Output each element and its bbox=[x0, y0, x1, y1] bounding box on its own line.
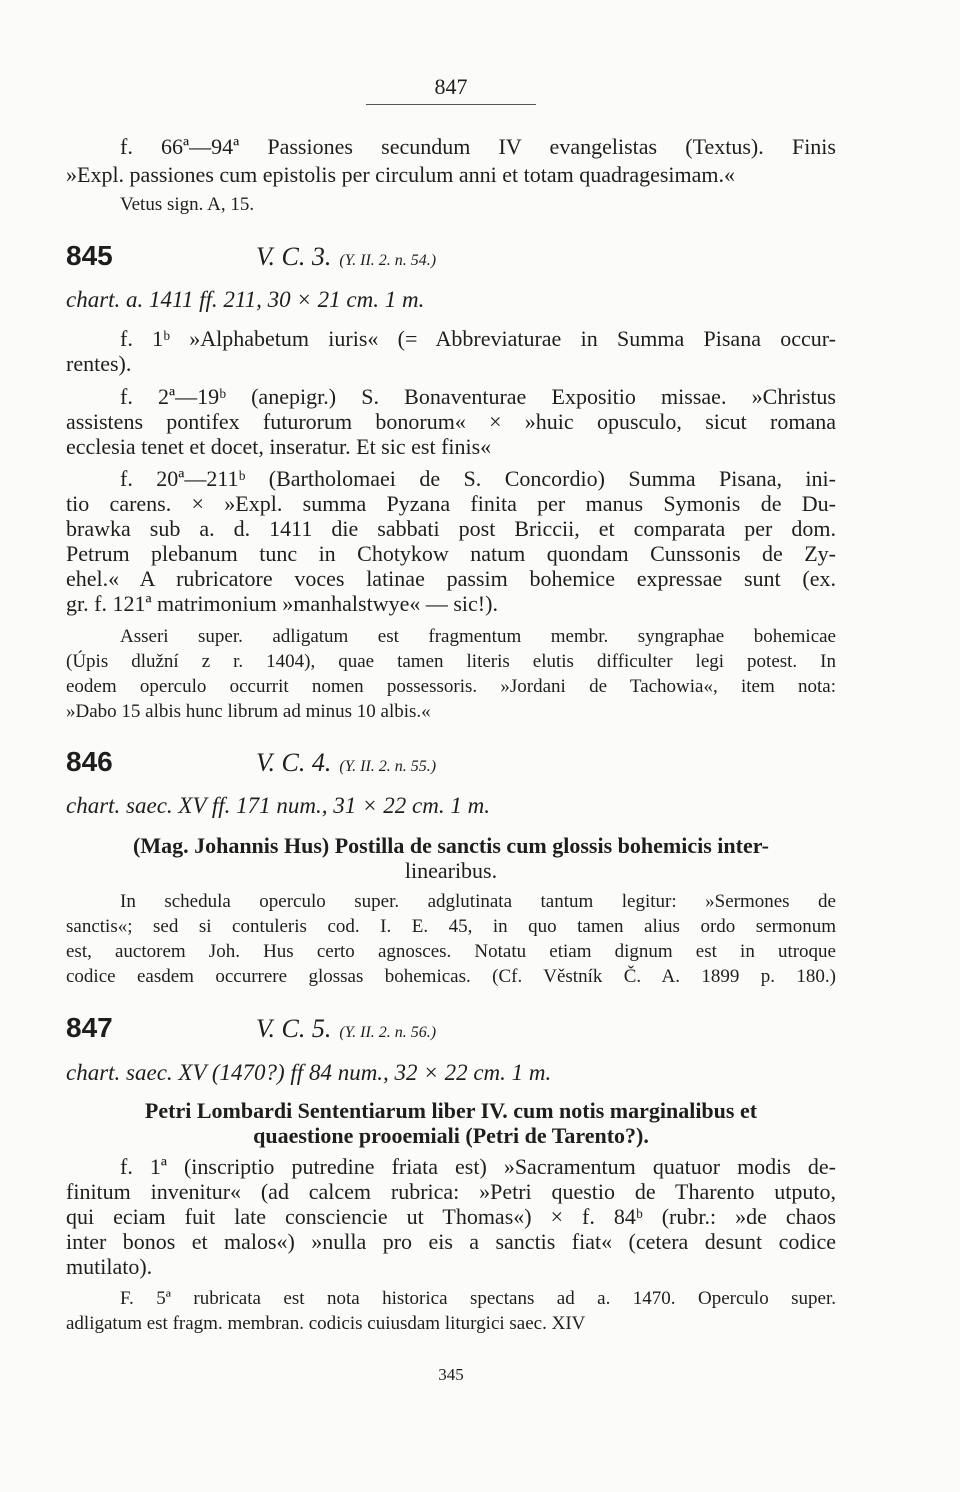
note-line: (Úpis dlužní z r. 1404), quae tamen literis elutis difficulter legi potest. In bbox=[66, 651, 836, 672]
entry-description: chart. a. 1411 ff. 211, 30 × 21 cm. 1 m. bbox=[66, 287, 425, 312]
note-line: eodem operculo occurrit nomen possessoris. »Jordani de Tachowia«, item nota: bbox=[66, 676, 836, 697]
text-line: brawka sub a. d. 1411 die sabbati post Briccii, et comparata per dom. bbox=[66, 516, 836, 541]
text-line: f. 20ª—211ᵇ (Bartholomaei de S. Concordio) Summa Pisana, ini- bbox=[120, 466, 836, 491]
text-line: Petrum plebanum tunc in Chotykow natum quondam Cunssonis de Zy- bbox=[66, 541, 836, 566]
entry-title-line: linearibus. bbox=[404, 858, 498, 883]
note-line: »Dabo 15 albis hunc librum ad minus 10 albis.« bbox=[66, 701, 431, 722]
note-line: In schedula operculo super. adglutinata tantum legitur: »Sermones de bbox=[120, 891, 836, 912]
note-line: adligatum est fragm. membran. codicis cuiusdam liturgici saec. XIV bbox=[66, 1313, 586, 1334]
entry-signature: V. C. 4. (Y. II. 2. n. 55.) bbox=[256, 748, 437, 777]
text-line: f. 1ᵇ »Alphabetum iuris« (= Abbreviaturae in Summa Pisana occur- bbox=[120, 326, 836, 351]
text-line: finitum invenitur« (ad calcem rubrica: »Petri questio de Tharento utputo, bbox=[66, 1179, 836, 1204]
text-line: rentes). bbox=[66, 351, 132, 376]
text-line: »Expl. passiones cum epistolis per circulum anni et totam quadragesimam.« bbox=[66, 162, 736, 187]
entry-title-line: (Mag. Johannis Hus) Postilla de sanctis cum glossis bohemicis inter- bbox=[133, 833, 769, 858]
text-line: tio carens. × »Expl. summa Pyzana finita per manus Symonis de Du- bbox=[66, 491, 836, 516]
entry-title-line: Petri Lombardi Sententiarum liber IV. cum notis marginalibus et bbox=[144, 1098, 758, 1123]
text-line: f. 2ª—19ᵇ (anepigr.) S. Bonaventurae Expositio missae. »Christus bbox=[120, 384, 836, 409]
text-line: ecclesia tenet et docet, inseratur. Et sic est finis« bbox=[66, 434, 492, 459]
note-line: F. 5ª rubricata est nota historica spectans ad a. 1470. Operculo super. bbox=[120, 1288, 836, 1309]
entry-signature: V. C. 3. (Y. II. 2. n. 54.) bbox=[256, 242, 437, 271]
old-signature: (Y. II. 2. n. 55.) bbox=[339, 758, 437, 775]
text-line: mutilato). bbox=[66, 1254, 153, 1279]
document-page bbox=[66, 0, 836, 1492]
note-line: sanctis«; sed si contuleris cod. I. E. 45, in quo tamen alius ordo sermonum bbox=[66, 916, 836, 937]
text-line: f. 1ª (inscriptio putredine friata est) »Sacramentum quatuor modis de- bbox=[120, 1154, 836, 1179]
vetus-signature: Vetus sign. A, 15. bbox=[120, 194, 255, 215]
text-line: f. 66ª—94ª Passiones secundum IV evangelistas (Textus). Finis bbox=[120, 134, 836, 159]
old-signature: (Y. II. 2. n. 54.) bbox=[339, 252, 437, 269]
entry-description: chart. saec. XV ff. 171 num., 31 × 22 cm. 1 m. bbox=[66, 793, 490, 818]
note-line: codice easdem occurrere glossas bohemicas. (Cf. Věstník Č. A. 1899 p. 180.) bbox=[66, 966, 836, 987]
old-signature: (Y. II. 2. n. 56.) bbox=[339, 1024, 437, 1041]
page-footer-number: 345 bbox=[438, 1365, 464, 1384]
entry-description: chart. saec. XV (1470?) ff 84 num., 32 × 22 cm. 1 m. bbox=[66, 1060, 552, 1085]
note-line: Asseri super. adligatum est fragmentum membr. syngraphae bohemicae bbox=[120, 626, 836, 647]
entry-number: 845 bbox=[66, 240, 113, 271]
entry-number: 847 bbox=[66, 1012, 113, 1043]
header-rule bbox=[366, 104, 536, 105]
entry-signature: V. C. 5. (Y. II. 2. n. 56.) bbox=[256, 1014, 437, 1043]
text-line: gr. f. 121ª matrimonium »manhalstwye« — sic!). bbox=[66, 591, 498, 616]
note-line: est, auctorem Joh. Hus certo agnosces. Notatu etiam dignum est in utroque bbox=[66, 941, 836, 962]
entry-number: 846 bbox=[66, 746, 113, 777]
entry-title-line: quaestione prooemiali (Petri de Tarento?). bbox=[253, 1123, 649, 1148]
page-header-number: 847 bbox=[434, 74, 468, 99]
text-line: assistens pontifex futurorum bonorum« × »huic opusculo, sicut romana bbox=[66, 409, 836, 434]
text-line: inter bonos et malos«) »nulla pro eis a sanctis fiat« (cetera desunt codice bbox=[66, 1229, 836, 1254]
text-line: qui eciam fuit late consciencie ut Thomas«) × f. 84ᵇ (rubr.: »de chaos bbox=[66, 1204, 836, 1229]
text-line: ehel.« A rubricatore voces latinae passim bohemice expressae sunt (ex. bbox=[66, 566, 836, 591]
